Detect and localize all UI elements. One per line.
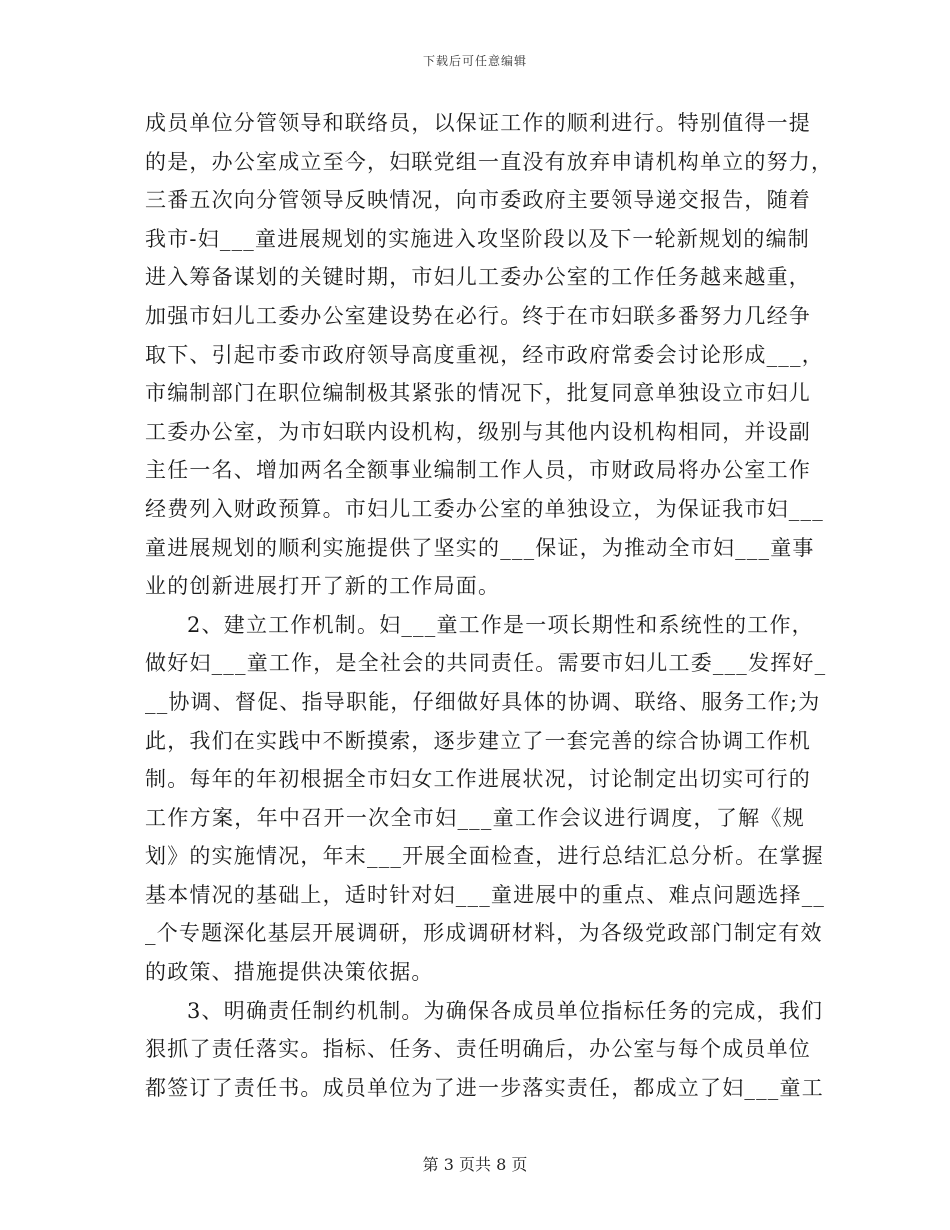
text-line: 取下、引起市委市政府领导高度重视，经市政府常委会讨论形成___， (145, 342, 824, 367)
text-line: 基本情况的基础上，适时针对妇___童进展中的重点、难点问题选择__ (145, 882, 826, 907)
text-line: 童进展规划的顺利实施提供了坚实的___保证，为推动全市妇___童事 (145, 535, 815, 560)
text-line: 加强市妇儿工委办公室建设势在必行。终于在市妇联多番努力几经争 (145, 303, 811, 328)
text-line: 主任一名、增加两名全额事业编制工作人员，市财政局将办公室工作 (145, 458, 811, 483)
text-line: 进入筹备谋划的关键时期，市妇儿工委办公室的工作任务越来越重， (145, 265, 811, 290)
text-line: 的是，办公室成立至今，妇联党组一直没有放弃申请机构单立的努力， (145, 149, 834, 174)
text-line: 狠抓了责任落实。指标、任务、责任明确后，办公室与每个成员单位 (145, 1037, 811, 1062)
page-header: 下载后可任意编辑 (422, 54, 527, 68)
text-line: 成员单位分管领导和联络员，以保证工作的顺利进行。特别值得一提 (145, 111, 811, 135)
text-line: 划》的实施情况，年末___开展全面检查，进行总结汇总分析。在掌握 (145, 844, 824, 869)
text-line: 我市-妇___童进展规划的实施进入攻坚阶段以及下一轮新规划的编制 (145, 226, 810, 251)
document-body (145, 104, 834, 1107)
text-line: 市编制部门在职位编制极其紧张的情况下，批复同意单独设立市妇儿 (145, 381, 811, 406)
text-line: 2、建立工作机制。妇___童工作是一项长期性和系统性的工作， (187, 612, 814, 637)
text-line: 经费列入财政预算。市妇儿工委办公室的单独设立，为保证我市妇___ (145, 496, 824, 521)
page-footer: 第 3 页共 8 页 (422, 1155, 528, 1174)
text-line: 工委办公室，为市妇联内设机构，级别与其他内设机构相同，并设副 (145, 419, 811, 444)
text-line: __协调、督促、指导职能，仔细做好具体的协调、联络、服务工作;为 (145, 689, 821, 714)
text-line: 业的创新进展打开了新的工作局面。 (145, 574, 501, 599)
text-line: 都签订了责任书。成员单位为了进一步落实责任，都成立了妇___童工 (145, 1075, 824, 1100)
text-line: 3、明确责任制约机制。为确保各成员单位指标任务的完成，我们 (187, 998, 824, 1023)
text-line: 三番五次向分管领导反映情况，向市委政府主要领导递交报告，随着 (145, 188, 811, 213)
text-line: 的政策、措施提供决策依据。 (145, 960, 434, 985)
text-line: 制。每年的年初根据全市妇女工作进展状况，讨论制定出切实可行的 (145, 767, 811, 792)
text-line: 工作方案，年中召开一次全市妇___童工作会议进行调度，了解《规 (145, 805, 805, 830)
text-line: 此，我们在实践中不断摸索，逐步建立了一套完善的综合协调工作机 (145, 728, 811, 753)
text-line: 做好妇___童工作，是全社会的共同责任。需要市妇儿工委___发挥好_ (145, 651, 827, 676)
text-line: _个专题深化基层开展调研，形成调研材料，为各级党政部门制定有效 (145, 921, 823, 946)
